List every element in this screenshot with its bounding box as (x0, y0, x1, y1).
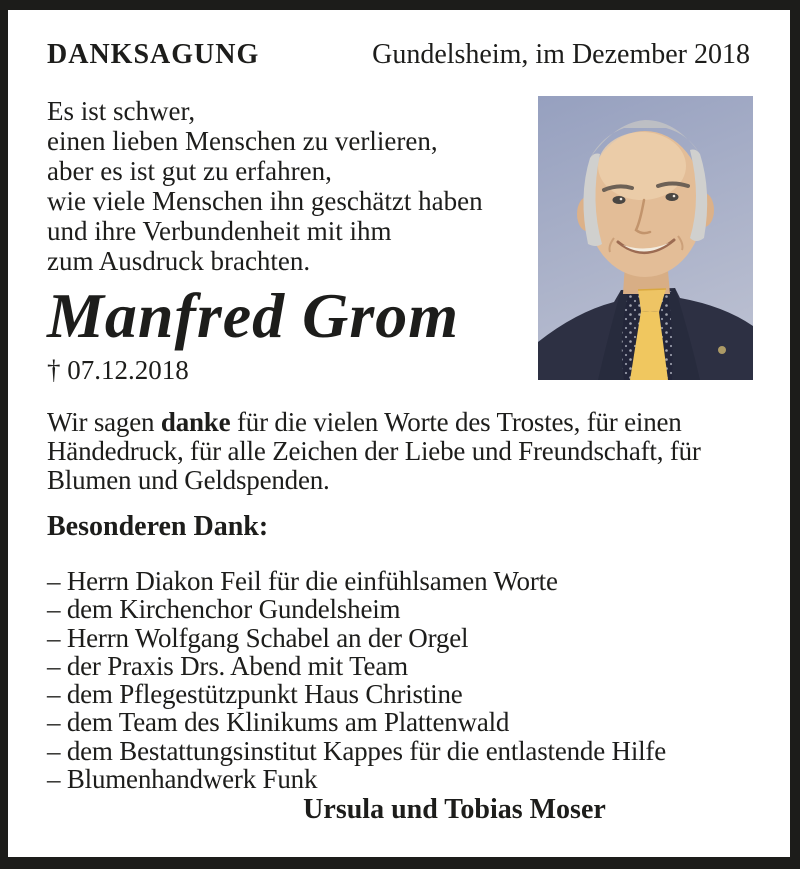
notice-sheet (8, 10, 790, 857)
gratitude-text: für die vielen Worte des Trostes, für einen (230, 407, 682, 437)
intro-line: wie viele Menschen ihn geschätzt haben (47, 186, 483, 216)
gratitude-text: Wir sagen (47, 407, 161, 437)
gratitude-line (47, 408, 752, 437)
deceased-name: Manfred Grom (47, 280, 460, 351)
intro-line: aber es ist gut zu erfahren, (47, 156, 332, 186)
place-dateline: Gundelsheim, im Dezember 2018 (372, 39, 750, 70)
thanks-item: – der Praxis Drs. Abend mit Team (47, 650, 408, 681)
portrait-photo (538, 96, 753, 380)
gratitude-paragraph (47, 408, 752, 495)
notice-header (47, 40, 752, 70)
thanks-item: – Herrn Diakon Feil für die einfühlsamen Worte (47, 566, 558, 596)
intro-line: und ihre Verbundenheit mit ihm (47, 216, 392, 246)
thanks-item: – dem Kirchenchor Gundelsheim (47, 594, 401, 625)
thanks-item: – dem Team des Klinikums am Plattenwald (47, 707, 510, 738)
intro-line: Es ist schwer, (47, 96, 196, 126)
death-date: † 07.12.2018 (47, 355, 189, 385)
gratitude-line: Blumen und Geldspenden. (47, 465, 330, 495)
intro-line: zum Ausdruck brachten. (47, 246, 311, 276)
thanks-item: – Herrn Wolfgang Schabel an der Orgel (47, 622, 469, 653)
gratitude-line: Händedruck, für alle Zeichen der Liebe und Freundschaft, für (47, 436, 701, 466)
special-thanks-list (47, 567, 752, 793)
intro-line: einen lieben Menschen zu verlieren, (47, 126, 438, 156)
notice-kicker: DANKSAGUNG (47, 39, 260, 70)
mourners-signature: Ursula und Tobias Moser (303, 794, 606, 826)
gratitude-bold-word: danke (160, 407, 231, 437)
eye-right (666, 193, 679, 201)
thanks-item: – Blumenhandwerk Funk (47, 764, 318, 795)
thanks-item: – dem Pflegestützpunkt Haus Christine (47, 679, 463, 710)
thanks-item: – dem Bestattungsinstitut Kappes für die entlastende Hilfe (47, 735, 667, 766)
eye-left (613, 196, 626, 204)
special-thanks-heading: Besonderen Dank: (47, 511, 269, 542)
lapel-pin (718, 346, 726, 354)
